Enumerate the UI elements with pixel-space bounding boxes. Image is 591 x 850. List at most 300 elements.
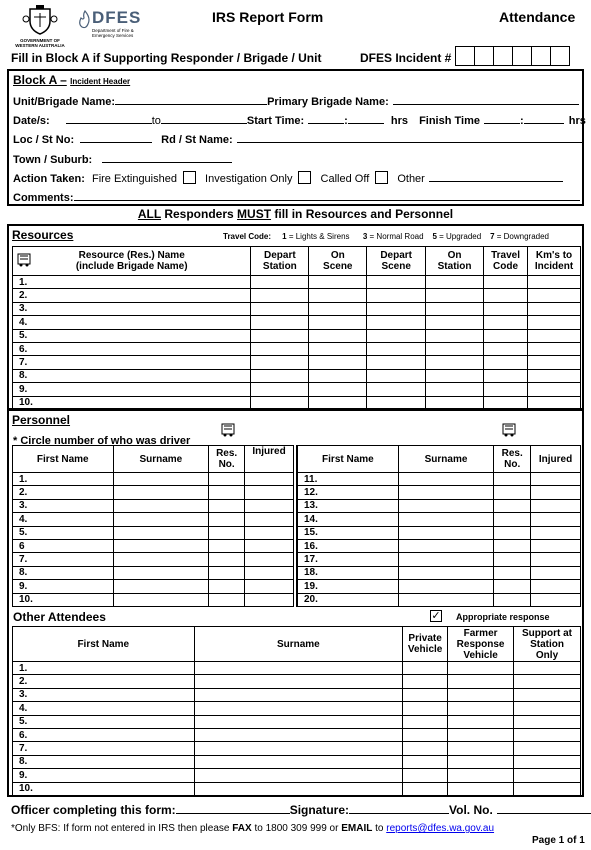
- attendee-cell[interactable]: [403, 688, 448, 701]
- personnel-cell[interactable]: 9.: [13, 580, 114, 593]
- personnel-cell[interactable]: [398, 539, 493, 552]
- resource-cell[interactable]: [309, 356, 367, 369]
- personnel-cell[interactable]: [531, 580, 581, 593]
- personnel-cell[interactable]: [531, 513, 581, 526]
- personnel-cell[interactable]: [494, 539, 531, 552]
- attendee-cell[interactable]: [448, 742, 514, 755]
- other-attendees-title: Other Attendees: [13, 610, 106, 624]
- attendee-cell[interactable]: 8.: [13, 755, 195, 768]
- personnel-cell[interactable]: [209, 593, 245, 606]
- resource-cell[interactable]: [251, 369, 309, 382]
- kms-to-incident-header: Km's to Incident: [528, 247, 581, 276]
- attendee-cell[interactable]: [194, 728, 403, 741]
- attendee-cell[interactable]: 6.: [13, 728, 195, 741]
- attendee-cell[interactable]: 4.: [13, 702, 195, 715]
- attendee-cell[interactable]: [403, 782, 448, 795]
- attendee-cell[interactable]: 9.: [13, 769, 195, 782]
- resource-cell[interactable]: [309, 396, 367, 409]
- injured-header: Injured: [245, 446, 294, 473]
- attendee-cell[interactable]: [403, 769, 448, 782]
- personnel-cell[interactable]: [209, 486, 245, 499]
- finish-hours-field[interactable]: [484, 112, 520, 124]
- resource-cell[interactable]: [309, 342, 367, 355]
- attendee-cell[interactable]: [448, 769, 514, 782]
- personnel-table-right: [296, 445, 581, 607]
- bfs-footnote: [11, 823, 494, 834]
- personnel-cell[interactable]: 2.: [13, 486, 114, 499]
- attendee-cell[interactable]: [194, 742, 403, 755]
- resource-cell[interactable]: [251, 396, 309, 409]
- personnel-cell[interactable]: [398, 593, 493, 606]
- resources-section: [7, 224, 584, 410]
- resource-cell[interactable]: [426, 369, 484, 382]
- resource-cell[interactable]: [528, 276, 581, 289]
- personnel-table-left: [12, 445, 294, 607]
- personnel-cell[interactable]: [531, 499, 581, 512]
- support-at-station-header: Support at Station Only: [514, 627, 581, 662]
- personnel-cell[interactable]: [531, 539, 581, 552]
- attendee-cell[interactable]: [514, 715, 581, 728]
- incident-number-boxes[interactable]: [456, 46, 570, 66]
- personnel-cell[interactable]: [113, 513, 209, 526]
- resource-cell[interactable]: 9.: [13, 383, 251, 396]
- personnel-cell[interactable]: [531, 526, 581, 539]
- signature-field[interactable]: [349, 802, 449, 814]
- resource-cell[interactable]: [251, 316, 309, 329]
- attendee-cell[interactable]: [403, 702, 448, 715]
- action-other-field[interactable]: [429, 170, 563, 182]
- resource-cell[interactable]: 8.: [13, 369, 251, 382]
- personnel-cell[interactable]: [209, 566, 245, 579]
- personnel-cell[interactable]: [245, 473, 294, 486]
- personnel-cell[interactable]: [209, 539, 245, 552]
- wa-crest-icon: [22, 5, 58, 35]
- resource-cell[interactable]: [309, 276, 367, 289]
- resource-cell[interactable]: [309, 383, 367, 396]
- attendee-cell[interactable]: [514, 688, 581, 701]
- personnel-cell[interactable]: 17.: [297, 553, 398, 566]
- attendee-cell[interactable]: [403, 715, 448, 728]
- attendee-row: [13, 688, 581, 701]
- footnote-text: to 1800 309 999 or: [251, 823, 342, 834]
- resource-cell[interactable]: [309, 369, 367, 382]
- personnel-cell[interactable]: [398, 566, 493, 579]
- personnel-cell[interactable]: [113, 580, 209, 593]
- attendee-cell[interactable]: 7.: [13, 742, 195, 755]
- personnel-cell[interactable]: [245, 539, 294, 552]
- personnel-cell[interactable]: [209, 553, 245, 566]
- travel-code-1: 1: [282, 232, 287, 241]
- resource-row: [13, 316, 581, 329]
- personnel-cell[interactable]: 19.: [297, 580, 398, 593]
- resource-cell[interactable]: [484, 316, 528, 329]
- block-a-instruction: Fill in Block A if Supporting Responder / Brigade / Unit: [11, 51, 322, 65]
- block-a-title: Block A –: [13, 73, 67, 87]
- personnel-cell[interactable]: 12.: [297, 486, 398, 499]
- resource-cell[interactable]: [528, 316, 581, 329]
- incident-digit-box[interactable]: [493, 46, 513, 66]
- personnel-cell[interactable]: 11.: [297, 473, 398, 486]
- resource-cell[interactable]: [484, 289, 528, 302]
- personnel-row: [297, 499, 581, 512]
- resource-cell[interactable]: [309, 289, 367, 302]
- resource-cell[interactable]: [528, 383, 581, 396]
- resource-row: [13, 302, 581, 315]
- attendee-cell[interactable]: [448, 755, 514, 768]
- personnel-cell[interactable]: [245, 580, 294, 593]
- personnel-cell[interactable]: [531, 553, 581, 566]
- signature-label: Signature:: [289, 803, 350, 817]
- resource-cell[interactable]: [251, 289, 309, 302]
- attendee-cell[interactable]: [194, 675, 403, 688]
- personnel-cell[interactable]: [245, 566, 294, 579]
- resource-row: [13, 396, 581, 409]
- attendee-cell[interactable]: [514, 742, 581, 755]
- attendee-cell[interactable]: [194, 769, 403, 782]
- finish-minutes-field[interactable]: [524, 112, 564, 124]
- attendee-cell[interactable]: [194, 688, 403, 701]
- resource-row: [13, 383, 581, 396]
- personnel-cell[interactable]: [398, 553, 493, 566]
- travel-code-7-text: = Downgraded: [494, 232, 549, 241]
- resource-cell[interactable]: [251, 356, 309, 369]
- personnel-cell[interactable]: [209, 526, 245, 539]
- personnel-cell[interactable]: [398, 526, 493, 539]
- depart-scene-header: Depart Scene: [367, 247, 426, 276]
- attendee-cell[interactable]: [514, 782, 581, 795]
- attendee-cell[interactable]: [448, 715, 514, 728]
- attendee-cell[interactable]: [448, 782, 514, 795]
- attendee-cell[interactable]: [194, 782, 403, 795]
- date-from-field[interactable]: [66, 112, 152, 124]
- incident-digit-box[interactable]: [512, 46, 532, 66]
- resource-row: [13, 276, 581, 289]
- resource-cell[interactable]: [309, 329, 367, 342]
- personnel-cell[interactable]: 1.: [13, 473, 114, 486]
- resource-cell[interactable]: [367, 329, 426, 342]
- attendee-cell[interactable]: [448, 675, 514, 688]
- resource-cell[interactable]: [251, 276, 309, 289]
- personnel-cell[interactable]: [113, 526, 209, 539]
- injured-header: Injured: [531, 446, 581, 473]
- incident-digit-box[interactable]: [531, 46, 551, 66]
- unit-brigade-field[interactable]: [115, 93, 267, 105]
- personnel-cell[interactable]: [209, 473, 245, 486]
- action-taken-label: Action Taken:: [13, 173, 85, 185]
- resource-cell[interactable]: [528, 302, 581, 315]
- personnel-cell[interactable]: [113, 593, 209, 606]
- personnel-cell[interactable]: [531, 486, 581, 499]
- travel-code-header: Travel Code: [484, 247, 528, 276]
- personnel-cell[interactable]: [494, 566, 531, 579]
- personnel-cell[interactable]: 10.: [13, 593, 114, 606]
- incident-digit-box[interactable]: [455, 46, 475, 66]
- personnel-cell[interactable]: 14.: [297, 513, 398, 526]
- action-investigation-only-checkbox[interactable]: [298, 171, 311, 184]
- resource-cell[interactable]: [251, 329, 309, 342]
- personnel-row: [13, 580, 294, 593]
- personnel-cell[interactable]: 6: [13, 539, 114, 552]
- personnel-cell[interactable]: [245, 486, 294, 499]
- attendee-cell[interactable]: 1.: [13, 662, 195, 675]
- personnel-cell[interactable]: 4.: [13, 513, 114, 526]
- personnel-cell[interactable]: [245, 593, 294, 606]
- attendee-cell[interactable]: [403, 742, 448, 755]
- block-a-subtitle: Incident Header: [70, 77, 131, 86]
- personnel-cell[interactable]: [245, 526, 294, 539]
- resource-cell[interactable]: [426, 356, 484, 369]
- action-taken-row: [13, 170, 563, 185]
- personnel-rows-right: [297, 473, 581, 607]
- email-emphasis: EMAIL: [341, 823, 373, 834]
- personnel-header-row: [297, 446, 581, 473]
- depart-station-header: Depart Station: [251, 247, 309, 276]
- resource-cell[interactable]: [484, 369, 528, 382]
- resource-cell[interactable]: [367, 356, 426, 369]
- resource-cell[interactable]: [528, 396, 581, 409]
- date-time-row: [13, 112, 586, 127]
- personnel-cell[interactable]: 8.: [13, 566, 114, 579]
- personnel-cell[interactable]: [494, 580, 531, 593]
- vol-no-label: Vol. No.: [449, 803, 493, 817]
- travel-code-1-text: = Lights & Sirens: [286, 232, 350, 241]
- resource-cell[interactable]: [426, 316, 484, 329]
- personnel-cell[interactable]: [113, 486, 209, 499]
- personnel-cell[interactable]: 20.: [297, 593, 398, 606]
- personnel-cell[interactable]: 18.: [297, 566, 398, 579]
- attendee-cell[interactable]: [448, 688, 514, 701]
- attendee-cell[interactable]: 2.: [13, 675, 195, 688]
- res-no-header: Res. No.: [494, 446, 531, 473]
- attendee-cell[interactable]: [514, 769, 581, 782]
- resource-cell[interactable]: [528, 356, 581, 369]
- other-attendees-header-row: [13, 627, 581, 662]
- resource-cell[interactable]: 5.: [13, 329, 251, 342]
- personnel-cell[interactable]: 5.: [13, 526, 114, 539]
- personnel-cell[interactable]: [209, 499, 245, 512]
- personnel-cell[interactable]: [494, 553, 531, 566]
- res-no-header: Res. No.: [209, 446, 245, 473]
- personnel-cell[interactable]: [245, 499, 294, 512]
- resource-cell[interactable]: [367, 369, 426, 382]
- personnel-row: [13, 499, 294, 512]
- personnel-cell[interactable]: 15.: [297, 526, 398, 539]
- personnel-cell[interactable]: [494, 513, 531, 526]
- personnel-title: Personnel: [12, 413, 71, 427]
- personnel-cell[interactable]: 13.: [297, 499, 398, 512]
- fire-truck-icon: [501, 421, 517, 437]
- appropriate-response-checkbox[interactable]: ✓: [431, 610, 441, 622]
- block-a-incident-header: [7, 69, 584, 206]
- loc-field[interactable]: [80, 131, 152, 143]
- attendee-cell[interactable]: [194, 662, 403, 675]
- resource-cell[interactable]: [426, 396, 484, 409]
- resource-cell[interactable]: [528, 329, 581, 342]
- personnel-row: [297, 486, 581, 499]
- personnel-cell[interactable]: [398, 486, 493, 499]
- attendee-cell[interactable]: [194, 755, 403, 768]
- attendee-cell[interactable]: [403, 662, 448, 675]
- personnel-cell[interactable]: [245, 513, 294, 526]
- resources-title: Resources: [12, 228, 74, 242]
- officer-field[interactable]: [176, 802, 290, 814]
- personnel-cell[interactable]: [494, 526, 531, 539]
- attendee-row: [13, 702, 581, 715]
- town-field[interactable]: [102, 151, 232, 163]
- attendee-cell[interactable]: 3.: [13, 688, 195, 701]
- resource-cell[interactable]: [426, 383, 484, 396]
- personnel-cell[interactable]: 16.: [297, 539, 398, 552]
- personnel-cell[interactable]: [494, 473, 531, 486]
- resources-header-row: [13, 247, 581, 276]
- resource-cell[interactable]: [367, 289, 426, 302]
- resource-cell[interactable]: 4.: [13, 316, 251, 329]
- personnel-header-row: [13, 446, 294, 473]
- resource-cell[interactable]: [528, 369, 581, 382]
- resource-row: [13, 329, 581, 342]
- resource-cell[interactable]: [528, 289, 581, 302]
- resource-cell[interactable]: [367, 396, 426, 409]
- attendee-cell[interactable]: [514, 675, 581, 688]
- finish-time-label: Finish Time: [419, 115, 480, 127]
- attendee-cell[interactable]: [448, 702, 514, 715]
- attendee-cell[interactable]: 5.: [13, 715, 195, 728]
- personnel-cell[interactable]: [398, 473, 493, 486]
- town-row: [13, 151, 232, 166]
- resource-cell[interactable]: 10.: [13, 396, 251, 409]
- resource-cell[interactable]: [484, 276, 528, 289]
- personnel-cell[interactable]: [113, 499, 209, 512]
- resource-row: [13, 289, 581, 302]
- personnel-row: [13, 526, 294, 539]
- attendee-cell[interactable]: [403, 755, 448, 768]
- resource-cell[interactable]: [251, 342, 309, 355]
- personnel-cell[interactable]: [531, 566, 581, 579]
- start-minutes-field[interactable]: [348, 112, 384, 124]
- first-name-header: First Name: [13, 446, 114, 473]
- resource-cell[interactable]: [426, 289, 484, 302]
- personnel-cell[interactable]: [494, 499, 531, 512]
- personnel-cell[interactable]: [398, 513, 493, 526]
- attendee-cell[interactable]: 10.: [13, 782, 195, 795]
- resource-cell[interactable]: 3.: [13, 302, 251, 315]
- time-colon: :: [519, 115, 524, 127]
- personnel-cell[interactable]: [113, 473, 209, 486]
- incident-digit-box[interactable]: [474, 46, 494, 66]
- resource-cell[interactable]: [484, 342, 528, 355]
- resource-cell[interactable]: [367, 383, 426, 396]
- personnel-cell[interactable]: [113, 553, 209, 566]
- attendee-cell[interactable]: [448, 662, 514, 675]
- resource-cell[interactable]: [484, 329, 528, 342]
- resource-cell[interactable]: [251, 302, 309, 315]
- personnel-cell[interactable]: [209, 513, 245, 526]
- personnel-cell[interactable]: [398, 580, 493, 593]
- comments-field[interactable]: [74, 189, 580, 201]
- personnel-row: [13, 539, 294, 552]
- comments-label: Comments:: [13, 192, 74, 204]
- start-hours-field[interactable]: [308, 112, 344, 124]
- personnel-cell[interactable]: [113, 539, 209, 552]
- resource-cell[interactable]: [309, 316, 367, 329]
- personnel-row: [297, 539, 581, 552]
- vol-no-field[interactable]: [497, 802, 591, 814]
- start-time-label: Start Time:: [246, 115, 305, 127]
- attendee-cell[interactable]: [514, 702, 581, 715]
- travel-code-label: Travel Code:: [223, 232, 272, 241]
- rd-field[interactable]: [237, 131, 583, 143]
- resource-cell[interactable]: 1.: [13, 276, 251, 289]
- personnel-cell[interactable]: [245, 553, 294, 566]
- resource-row: [13, 369, 581, 382]
- email-link[interactable]: reports@dfes.wa.gov.au: [386, 823, 495, 834]
- resources-rows: [13, 276, 581, 410]
- personnel-cell[interactable]: [531, 593, 581, 606]
- incident-digit-box[interactable]: [550, 46, 570, 66]
- action-fire-extinguished-checkbox[interactable]: [183, 171, 196, 184]
- primary-brigade-label: Primary Brigade Name:: [267, 96, 389, 108]
- resource-cell[interactable]: 2.: [13, 289, 251, 302]
- personnel-cell[interactable]: [494, 486, 531, 499]
- resource-cell[interactable]: [309, 302, 367, 315]
- personnel-cell[interactable]: [494, 593, 531, 606]
- resource-cell[interactable]: 7.: [13, 356, 251, 369]
- personnel-cell[interactable]: [113, 566, 209, 579]
- personnel-cell[interactable]: 3.: [13, 499, 114, 512]
- personnel-cell[interactable]: [398, 499, 493, 512]
- resource-cell[interactable]: [367, 276, 426, 289]
- resource-cell[interactable]: [426, 302, 484, 315]
- attendee-cell[interactable]: [194, 715, 403, 728]
- resource-cell[interactable]: [484, 396, 528, 409]
- resource-cell[interactable]: [426, 342, 484, 355]
- resource-cell[interactable]: [484, 383, 528, 396]
- resource-cell[interactable]: [528, 342, 581, 355]
- attendee-cell[interactable]: [403, 675, 448, 688]
- resource-row: [13, 342, 581, 355]
- surname-header: Surname: [194, 627, 403, 662]
- resource-cell[interactable]: [426, 329, 484, 342]
- primary-brigade-field[interactable]: [393, 93, 579, 105]
- resource-cell[interactable]: 6.: [13, 342, 251, 355]
- travel-code-7: 7: [490, 232, 495, 241]
- date-to-label: to: [151, 115, 161, 127]
- must-emphasis: MUST: [237, 207, 272, 221]
- attendee-cell[interactable]: [403, 728, 448, 741]
- resource-cell[interactable]: [367, 316, 426, 329]
- attendee-cell[interactable]: [448, 728, 514, 741]
- attendee-cell[interactable]: [514, 755, 581, 768]
- resource-cell[interactable]: [367, 302, 426, 315]
- personnel-cell[interactable]: 7.: [13, 553, 114, 566]
- resource-cell[interactable]: [484, 302, 528, 315]
- attendee-cell[interactable]: [514, 662, 581, 675]
- personnel-cell[interactable]: [531, 473, 581, 486]
- resource-cell[interactable]: [426, 276, 484, 289]
- attendee-cell[interactable]: [514, 728, 581, 741]
- resource-cell[interactable]: [484, 356, 528, 369]
- form-title: IRS Report Form: [212, 9, 324, 25]
- other-attendees-table: [12, 626, 581, 796]
- first-name-header: First Name: [13, 627, 195, 662]
- date-to-field[interactable]: [161, 112, 247, 124]
- resource-cell[interactable]: [367, 342, 426, 355]
- action-called-off-checkbox[interactable]: [375, 171, 388, 184]
- resource-cell[interactable]: [251, 383, 309, 396]
- personnel-cell[interactable]: [209, 580, 245, 593]
- resource-name-header: [13, 247, 251, 276]
- attendee-cell[interactable]: [194, 702, 403, 715]
